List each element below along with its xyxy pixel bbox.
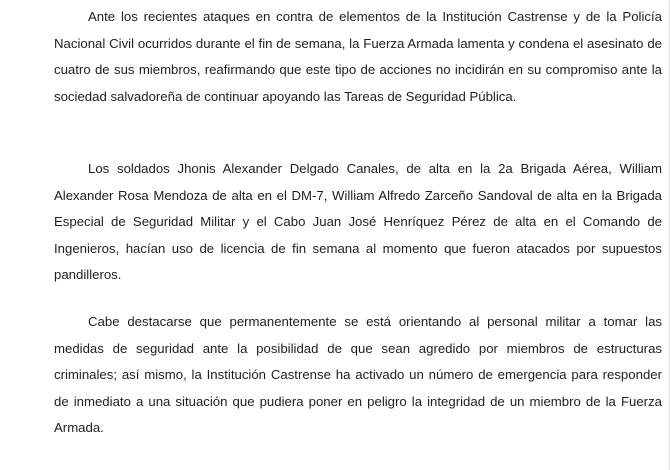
paragraph-condolence: Ante los recientes ataques en contra de elementos de la Institución Castrense y de la Policía Nacional Civil ocurridos durante el fin de semana, la Fuerza Armada lamenta y condena el asesinato de cuatro de sus miembros, reafirmando que este tipo de acciones no incidirán en su compromiso ante la sociedad salvadoreña de continuar apoyando las Tareas de Seguridad Pública. <box>54 9 662 104</box>
paragraph-soldiers: Los soldados Jhonis Alexander Delgado Canales, de alta en la 2a Brigada Aérea, William Alexander Rosa Mendoza de alta en el DM-7, William Alfredo Zarceño Sandoval de alta en la Brigada Especial de Seguridad Militar y el Cabo Juan José Henríquez Pérez de alta en el Comando de Ingenieros, hacían uso de licencia de fin semana al momento que fueron atacados por supuestos pandilleros. <box>54 161 662 283</box>
paragraph-security-measures: Cabe destacarse que permanentemente se está orientando al personal militar a tomar las medidas de seguridad ante la posibilidad de que sean agredido por miembros de estructuras criminales; así mismo, la Institución Castrense ha activado un número de emergencia para responder de inmediato a una situación que pudiera poner en peligro la integridad de un miembro de la Fuerza Armada. <box>54 314 662 436</box>
